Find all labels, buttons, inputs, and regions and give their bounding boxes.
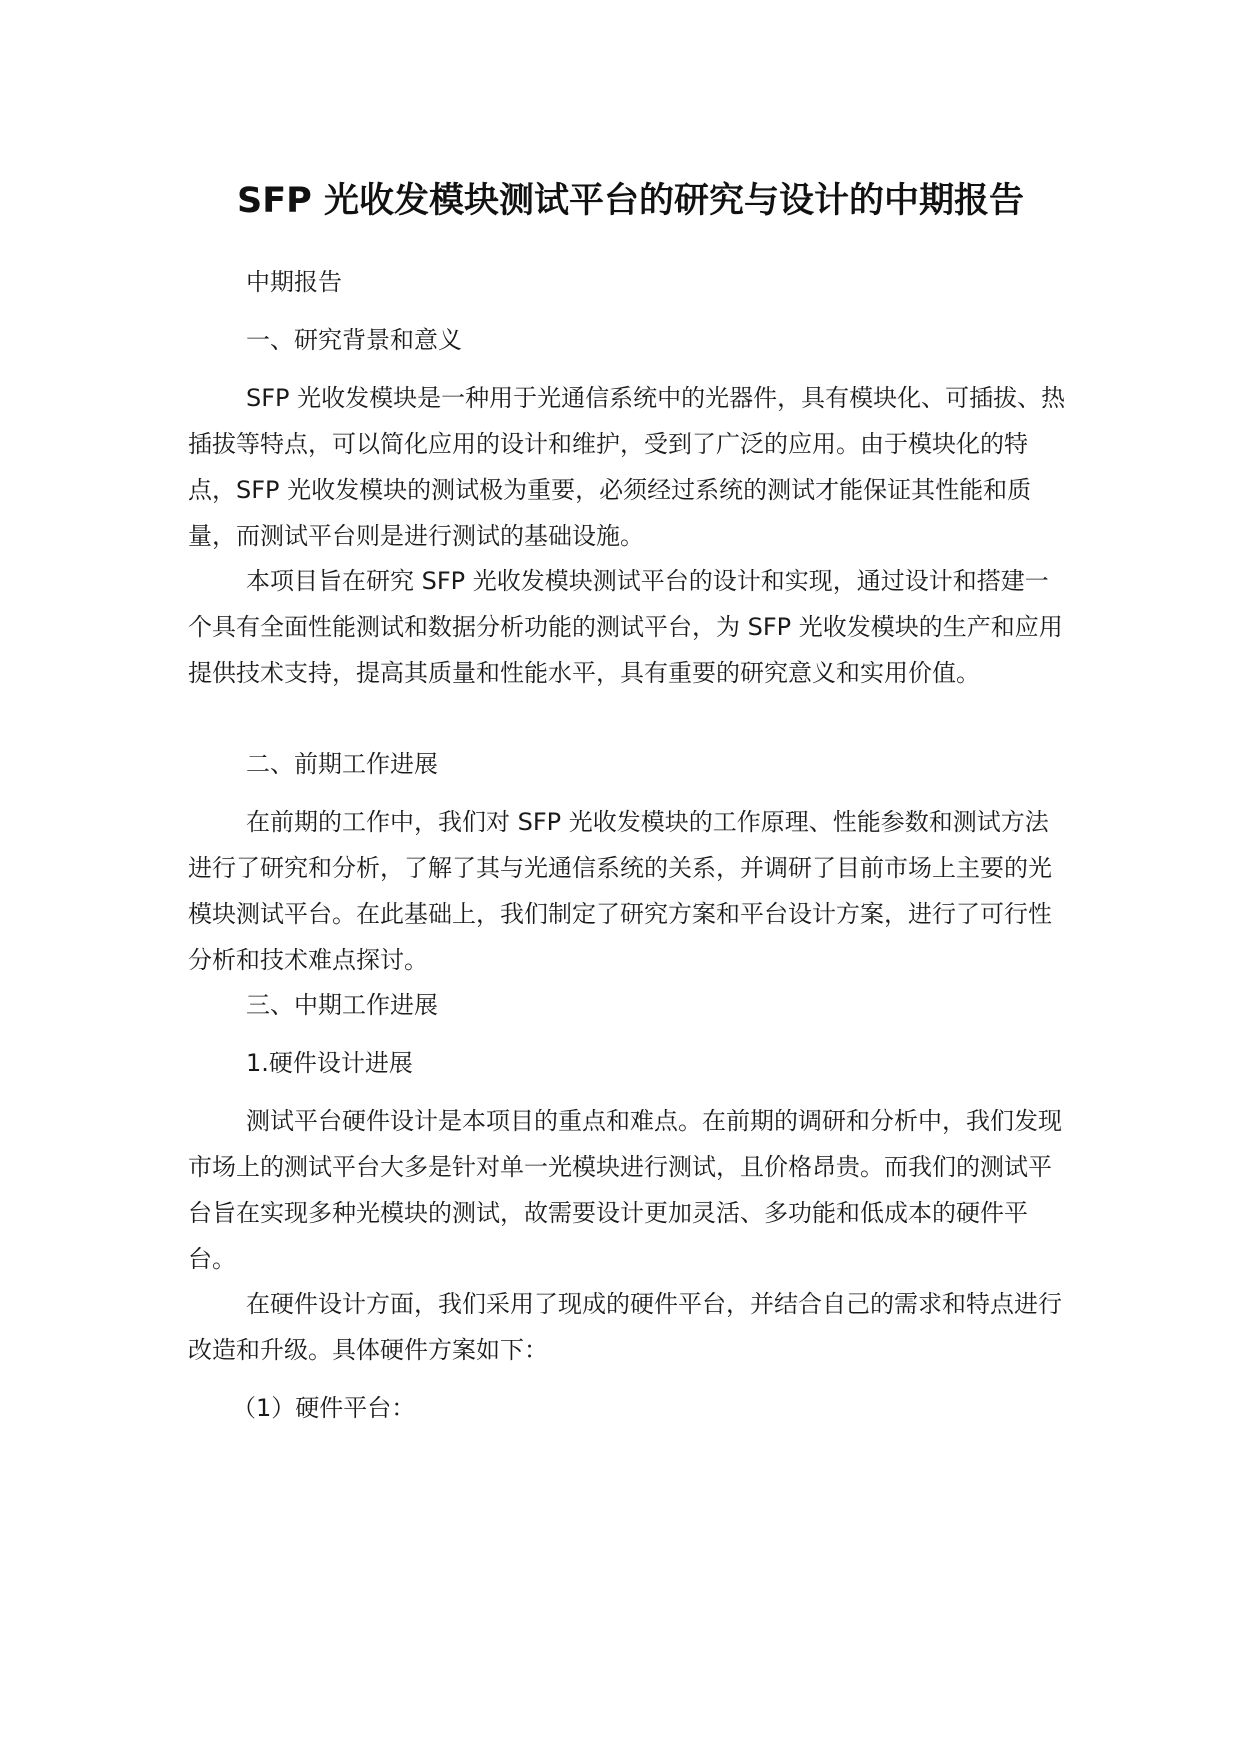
paragraph-1-1: SFP 光收发模块是一种用于光通信系统中的光器件，具有模块化、可插拔、热插拔等特点，可以简化应用的设计和维护，受到了广泛的应用。由于模块化的特点，SFP 光收发模块的测试极为重要，必须经过系统的测试才能保证其性能和质量，而测试平台则是进行测试的基础设施。 [188,384,1066,550]
list-item-hardware-platform: （1）硬件平台： [232,1394,416,1422]
paragraph-2-1: 在前期的工作中，我们对 SFP 光收发模块的工作原理、性能参数和测试方法进行了研究和分析，了解了其与光通信系统的关系，并调研了目前市场上主要的光模块测试平台。在此基础上，我们制定了研究方案和平台设计方案，进行了可行性分析和技术难点探讨。 [188,808,1052,974]
paragraph-3-1: 测试平台硬件设计是本项目的重点和难点。在前期的调研和分析中，我们发现市场上的测试平台大多是针对单一光模块进行测试，且价格昂贵。而我们的测试平台旨在实现多种光模块的测试，故需要设计更加灵活、多功能和低成本的硬件平台。 [188,1107,1062,1273]
report-label: 中期报告 [246,268,342,296]
paragraph-1-2: 本项目旨在研究 SFP 光收发模块测试平台的设计和实现，通过设计和搭建一个具有全面性能测试和数据分析功能的测试平台，为 SFP 光收发模块的生产和应用提供技术支持，提高其质量和性能水平，具有重要的研究意义和实用价值。 [188,567,1063,687]
section-heading-1: 一、研究背景和意义 [246,326,462,354]
document-title: SFP 光收发模块测试平台的研究与设计的中期报告 [237,181,1024,221]
paragraph-3-2: 在硬件设计方面，我们采用了现成的硬件平台，并结合自己的需求和特点进行改造和升级。具体硬件方案如下： [188,1290,1062,1364]
section-heading-3: 三、中期工作进展 [246,991,438,1019]
section-heading-2: 二、前期工作进展 [246,750,438,778]
subsection-heading-hardware: 1.硬件设计进展 [246,1049,413,1077]
